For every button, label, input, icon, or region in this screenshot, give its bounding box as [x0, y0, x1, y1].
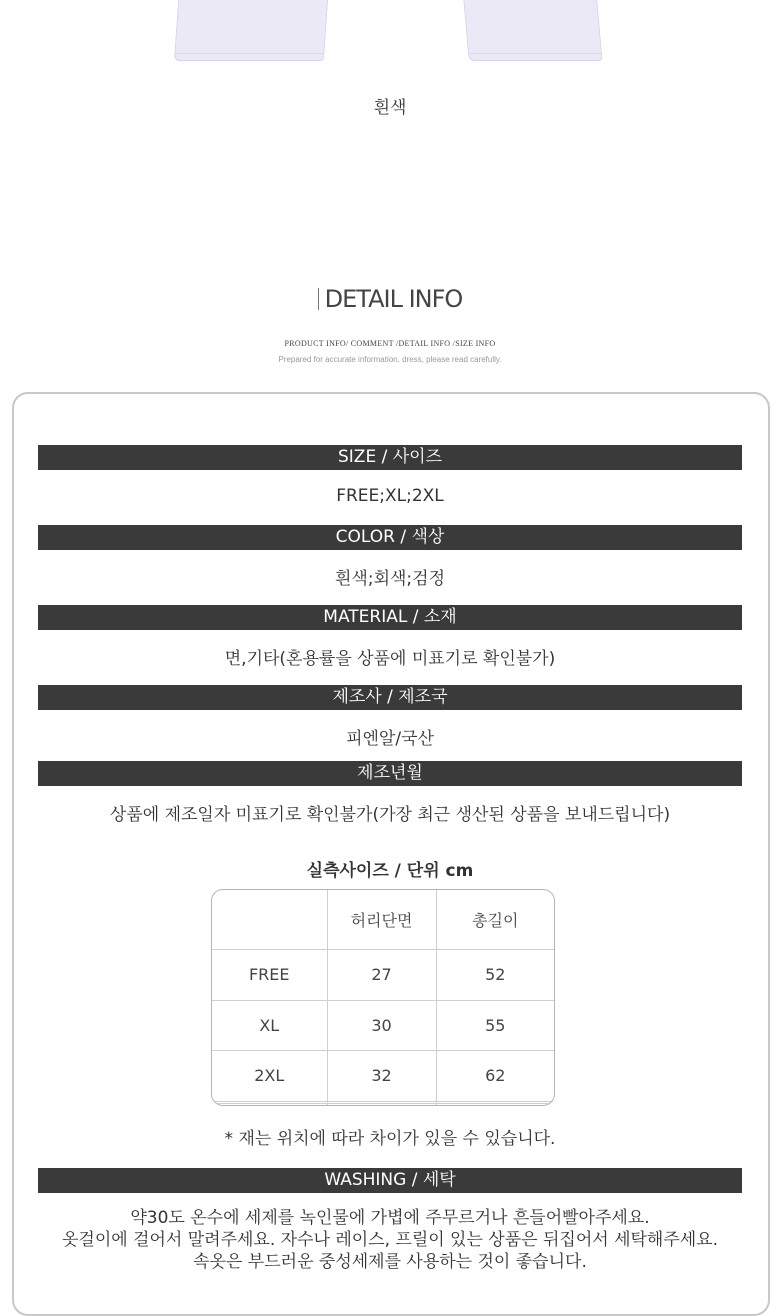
table-header-cell: 총길이: [436, 890, 554, 949]
washing-line: 옷걸이에 걸어서 말려주세요. 자수나 레이스, 프릴이 있는 상품은 뒤집어서 세탁해주세요.: [61, 1230, 719, 1250]
product-image-right-leg: [463, 0, 602, 61]
color-caption: 흰색: [373, 98, 407, 118]
table-cell: 55: [436, 1000, 554, 1051]
manufacture-date-value: 상품에 제조일자 미표기로 확인불가(가장 최근 생산된 상품을 보내드립니다): [109, 805, 671, 825]
table-cell: 32: [327, 1051, 436, 1102]
table-row: [212, 949, 554, 1000]
size-bar: SIZE / 사이즈: [38, 445, 742, 470]
product-image-left-leg: [174, 0, 328, 61]
table-header-cell: 허리단면: [327, 890, 436, 949]
color-bar: COLOR / 색상: [38, 525, 742, 550]
washing-line: 약30도 온수에 세제를 녹인물에 가볍에 주무르거나 흔들어빨아주세요.: [130, 1208, 650, 1228]
detail-subtitle: PRODUCT INFO/ COMMENT /DETAIL INFO /SIZE INFO: [284, 339, 496, 348]
table-cell: XL: [212, 1000, 327, 1051]
washing-instructions: [0, 1207, 780, 1273]
table-header-cell: [212, 890, 327, 949]
size-value: FREE;XL;2XL: [336, 486, 444, 506]
table-header-row: [212, 890, 554, 949]
table-cell: 62: [436, 1051, 554, 1102]
table-cell: [212, 1104, 327, 1105]
table-cell: 27: [327, 949, 436, 1000]
size-chart-title: 실측사이즈 / 단위 cm: [306, 861, 474, 881]
detail-header: [0, 285, 780, 313]
table-cell: FREE: [212, 949, 327, 1000]
header-divider: [318, 288, 319, 310]
table-row: [212, 1051, 554, 1102]
measurement-note: * 재는 위치에 따라 차이가 있을 수 있습니다.: [224, 1129, 556, 1149]
table-cell: 52: [436, 949, 554, 1000]
washing-line: 속옷은 부드러운 중성세제를 사용하는 것이 좋습니다.: [193, 1252, 587, 1272]
color-value: 흰색;회색;검정: [335, 569, 445, 589]
material-value: 면,기타(혼용률을 상품에 미표기로 확인불가): [224, 649, 556, 669]
table-row: [212, 1000, 554, 1051]
material-bar: MATERIAL / 소재: [38, 605, 742, 630]
table-row-empty: [212, 1104, 554, 1105]
manufacture-date-bar: 제조년월: [38, 761, 742, 786]
detail-note: Prepared for accurate information, dress, please read carefully.: [278, 355, 502, 364]
maker-value: 피엔알/국산: [346, 729, 434, 749]
table-cell: 2XL: [212, 1051, 327, 1102]
detail-title: DETAIL INFO: [324, 285, 463, 313]
table-cell: [327, 1104, 436, 1105]
washing-bar: WASHING / 세탁: [38, 1168, 742, 1193]
table-cell: [436, 1104, 554, 1105]
maker-bar: 제조사 / 제조국: [38, 685, 742, 710]
size-chart-table: [211, 889, 555, 1106]
table-cell: 30: [327, 1000, 436, 1051]
